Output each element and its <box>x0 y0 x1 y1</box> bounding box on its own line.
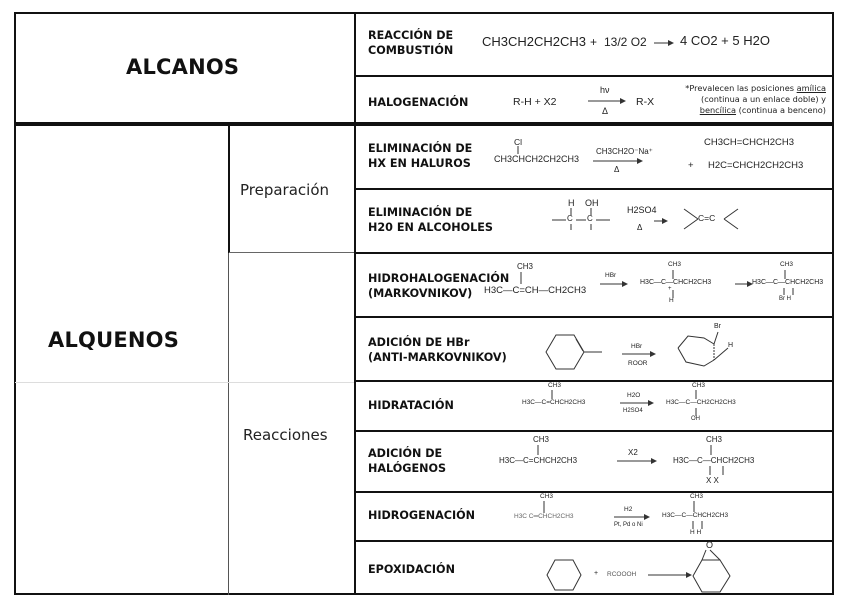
adicion-hbr-product <box>676 326 748 374</box>
hidrogenacion-reagent: H2 <box>624 506 633 513</box>
hidrohalogenacion-int-methyl: CH3 <box>668 261 682 268</box>
halogenacion-arrow <box>588 97 626 105</box>
epoxidacion-arrow <box>648 571 692 579</box>
adicion-halogenos-methyl: CH3 <box>533 435 550 444</box>
eliminacion-hx-product2: H2C=CHCH2CH2CH3 <box>708 160 804 171</box>
hidrohalogenacion-reagent: HBr <box>605 272 617 279</box>
eliminacion-hx-plus: + <box>688 160 694 171</box>
row-label-epoxidacion: EPOXIDACIÓN <box>368 563 455 576</box>
hidratacion-bond <box>550 390 554 399</box>
eliminacion-h2o-below-arrow: Δ <box>637 223 643 232</box>
eliminacion-h2o-skeleton <box>552 208 612 230</box>
hidratacion-prod-main: H3C—C—CH2CH2CH3 <box>666 399 736 406</box>
row-separator <box>354 75 834 77</box>
hidrohalogenacion-prod-bond-lower <box>782 288 796 296</box>
halogenacion-note: *Prevalecen las posiciones amílica (continua a un enlace doble) y bencílica (continua a benceno) <box>685 83 826 115</box>
halogenacion-above-arrow: hν <box>600 85 610 95</box>
hidratacion-reagent: H2O <box>627 392 641 399</box>
epoxidacion-o: O <box>706 540 714 550</box>
adicion-halogenos-prod-bond-lower <box>708 466 726 476</box>
row-separator <box>354 491 834 493</box>
hidratacion-prod-sub: OH <box>691 416 700 422</box>
hidrogenacion-prod-methyl: CH3 <box>690 493 704 500</box>
adicion-hbr-br: Br <box>714 323 721 330</box>
eliminacion-hx-product1: CH3CH=CHCH2CH3 <box>704 137 795 148</box>
hidrogenacion-bond <box>542 501 546 513</box>
row-label-eliminacion-hx: ELIMINACIÓN DE HX EN HALUROS <box>368 142 473 170</box>
eliminacion-h2o-h: H <box>568 198 575 208</box>
eliminacion-hx-below-arrow: Δ <box>614 165 620 174</box>
halogenacion-product: R-X <box>636 96 655 108</box>
eliminacion-hx-bond <box>516 146 520 154</box>
row-separator <box>354 540 834 542</box>
table-border-right <box>832 12 834 595</box>
group-column-divider <box>228 124 230 253</box>
adicion-halogenos-arrow <box>617 457 657 465</box>
table-border-top <box>14 12 834 14</box>
row-separator <box>354 252 834 254</box>
halogenacion-reactants: R-H + X2 <box>513 96 557 108</box>
adicion-hbr-below-arrow: ROOR <box>628 360 648 367</box>
row-separator <box>354 430 834 432</box>
eliminacion-h2o-arrow <box>654 217 668 225</box>
hidrohalogenacion-prod-methyl: CH3 <box>780 261 794 268</box>
group-column-divider-light <box>228 253 229 595</box>
combustion-reactant: CH3CH2CH2CH3 <box>482 34 587 49</box>
hidrogenacion-prod-sub: H H <box>690 529 702 536</box>
adicion-hbr-h: H <box>728 342 734 349</box>
group-divider-light <box>229 252 354 253</box>
label-column-divider <box>354 12 356 595</box>
combustion-plus: + <box>590 35 598 49</box>
adicion-halogenos-bond <box>536 445 540 455</box>
adicion-hbr-arrow <box>622 350 656 358</box>
row-label-hidrohalogenacion: HIDROHALOGENACIÓN (MARKOVNIKOV) <box>368 272 510 300</box>
row-separator <box>354 380 834 382</box>
hidrohalogenacion-prod-bond <box>783 270 787 279</box>
epoxidacion-plus: + <box>594 570 599 577</box>
adicion-halogenos-reactant: H3C—C=CHCH2CH3 <box>499 456 578 465</box>
eliminacion-h2o-product: C=C <box>698 213 716 223</box>
group-title-alquenos: ALQUENOS <box>48 328 180 352</box>
adicion-halogenos-prod-methyl: CH3 <box>706 435 723 444</box>
adicion-halogenos-prod-main: H3C—C—CHCH2CH3 <box>673 456 755 465</box>
epoxidacion-reagent: RCOOOH <box>607 571 637 578</box>
hidrogenacion-prod-main: H3C—C—CHCH2CH3 <box>662 512 729 519</box>
hidratacion-arrow <box>620 399 654 407</box>
hidrohalogenacion-arrow2 <box>735 280 753 288</box>
row-label-hidratacion: HIDRATACIÓN <box>368 399 454 412</box>
row-label-eliminacion-h2o: ELIMINACIÓN DE H20 EN ALCOHOLES <box>368 206 493 234</box>
hidratacion-prod-bond-lower <box>694 408 698 416</box>
row-label-adicion-hbr: ADICIÓN DE HBr (ANTI-MARKOVNIKOV) <box>368 336 507 364</box>
section-divider <box>14 122 834 126</box>
subgroup-preparacion: Preparación <box>240 181 330 199</box>
halogenacion-below-arrow: Δ <box>602 106 609 116</box>
eliminacion-hx-reagent: CH3CH2O⁻Na⁺ <box>596 147 653 156</box>
eliminacion-h2o-oh: OH <box>585 198 599 208</box>
hidratacion-prod-methyl: CH3 <box>692 382 706 389</box>
hidrohalogenacion-arrow <box>600 280 628 288</box>
hidrohalogenacion-prod-main: H3C—C—CHCH2CH3 <box>752 279 824 286</box>
combustion-o2: 13/2 O2 <box>604 35 647 49</box>
hidratacion-below-arrow: H2SO4 <box>623 408 643 414</box>
faint-divider <box>15 382 354 383</box>
row-label-hidrogenacion: HIDROGENACIÓN <box>368 509 476 522</box>
row-separator <box>354 316 834 318</box>
combustion-products: 4 CO2 + 5 H2O <box>680 33 770 48</box>
adicion-hbr-reagent: HBr <box>631 343 643 350</box>
group-title-alcanos: ALCANOS <box>126 55 240 79</box>
hidratacion-prod-bond <box>694 390 698 399</box>
hidrohalogenacion-int-plus: + <box>668 286 672 292</box>
hidrogenacion-reactant: H3C C═CHCH2CH3 <box>514 513 574 520</box>
adicion-halogenos-reagent: X2 <box>628 448 638 457</box>
epoxidacion-epoxide <box>692 548 732 594</box>
hidrohalogenacion-methyl: CH3 <box>517 262 534 271</box>
hidrogenacion-below-arrow: Pt, Pd o Ni <box>614 522 643 528</box>
hidrohalogenacion-reactant: H3C—C=CH—CH2CH3 <box>484 285 587 296</box>
hidrohalogenacion-int-h: H <box>669 297 674 304</box>
hidrohalogenacion-bond <box>519 272 523 284</box>
row-label-adicion-halogenos: ADICIÓN DE HALÓGENOS <box>368 447 447 475</box>
epoxidacion-cyclohexene <box>546 558 582 592</box>
hidrohalogenacion-int-main: H3C—C—CHCH2CH3 <box>640 279 712 286</box>
adicion-hbr-cyclohexene <box>546 333 604 371</box>
eliminacion-h2o-reagent: H2SO4 <box>627 205 657 215</box>
hidrohalogenacion-int-bond <box>671 270 675 279</box>
hidrohalogenacion-prod-sub: Br H <box>779 296 791 302</box>
subgroup-reacciones: Reacciones <box>243 426 328 444</box>
eliminacion-hx-arrow <box>593 157 643 165</box>
hidratacion-reactant: H3C—C=CHCH2CH3 <box>522 399 586 406</box>
hidrogenacion-arrow <box>614 513 650 521</box>
combustion-arrow <box>654 38 674 48</box>
hidrogenacion-methyl: CH3 <box>540 493 554 500</box>
hidrogenacion-prod-bond <box>692 501 696 512</box>
table-border-left <box>14 12 16 595</box>
row-label-halogenacion: HALOGENACIÓN <box>368 96 469 109</box>
row-label-combustion: REACCIÓN DE COMBUSTIÓN <box>368 29 454 57</box>
eliminacion-hx-reactant: CH3CHCH2CH2CH3 <box>494 154 580 164</box>
hidratacion-methyl: CH3 <box>548 382 562 389</box>
eliminacion-h2o-c1: C <box>567 214 573 223</box>
eliminacion-h2o-c2: C <box>587 214 593 223</box>
row-separator <box>354 188 834 190</box>
adicion-halogenos-prod-bond <box>709 445 713 455</box>
adicion-halogenos-prod-sub: X X <box>706 476 719 485</box>
eliminacion-hx-substituent: Cl <box>514 137 523 147</box>
